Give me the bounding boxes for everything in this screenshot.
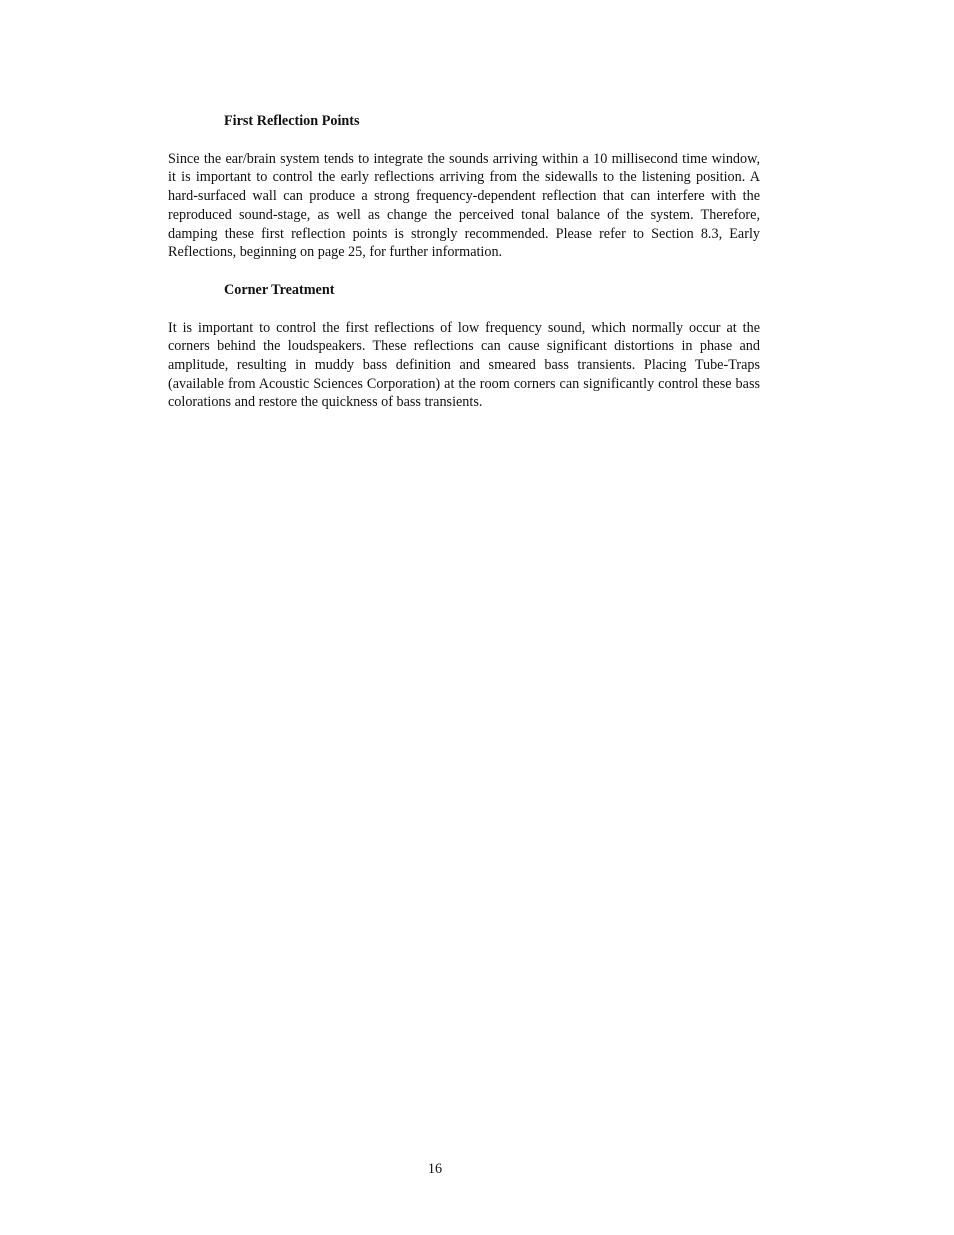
document-content: [168, 112, 760, 431]
section-heading-first-reflection-points: First Reflection Points: [224, 113, 360, 129]
section-heading-corner-treatment: Corner Treatment: [224, 281, 335, 298]
paragraph-corner-treatment: It is important to control the first reflections of low frequency sound, which normally occur at the corners behind the loudspeakers. These reflections can cause significant distortions in phase and amplitude, resulting in muddy bass definition and smeared bass transients. Placing Tube-Traps (available from Acoustic Sciences Corporation) at the room corners can significantly control these bass colorations and restore the quickness of bass transients.: [168, 319, 760, 411]
paragraph-first-reflection-points: Since the ear/brain system tends to integrate the sounds arriving within a 10 millisecond time window, it is important to control the early reflections arriving from the sidewalls to the listening position. A hard-surfaced wall can produce a strong frequency-dependent reflection that can interfere with the reproduced sound-stage, as well as change the perceived tonal balance of the system. Therefore, damping these first reflection points is strongly recommended. Please refer to Section 8.3, Early Reflections, beginning on page 25, for further information.: [168, 150, 760, 261]
page-number: 16: [427, 1161, 443, 1177]
